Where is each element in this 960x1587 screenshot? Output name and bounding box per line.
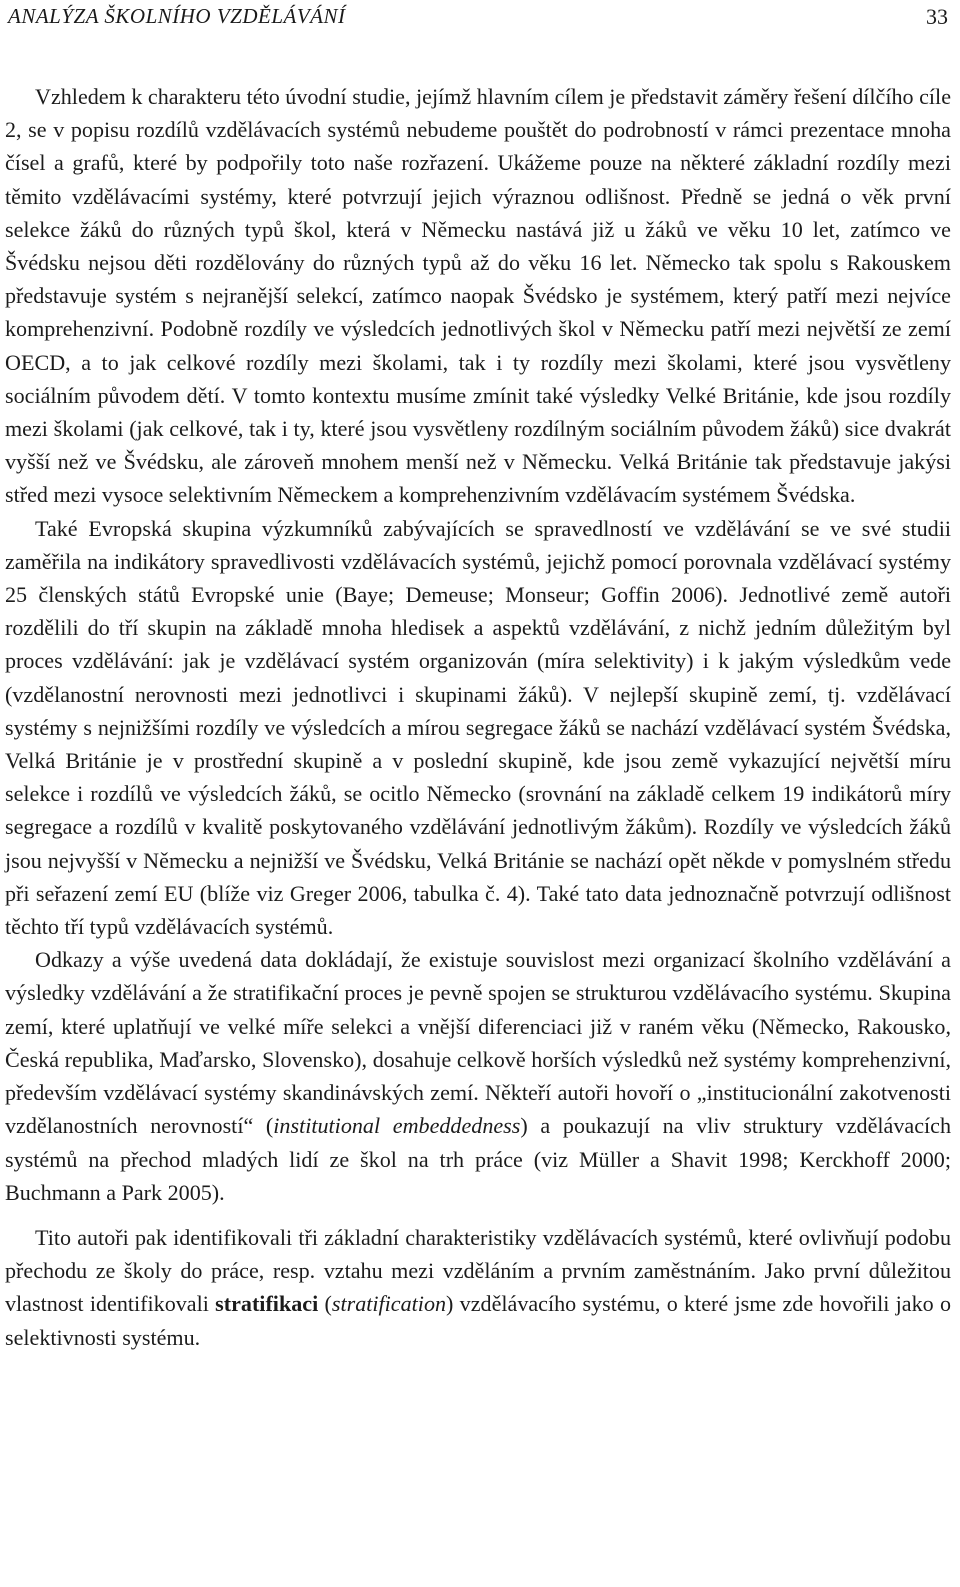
paragraph-4-text-b: (: [318, 1291, 332, 1317]
paragraph-4-text-c: ) vzdělávacího systému, o které jsme zde hovořili jako o selektivnosti systému.: [5, 1291, 951, 1350]
running-head: ANALÝZA ŠKOLNÍHO VZDĚLÁVÁNÍ: [8, 4, 346, 28]
paragraph-4: [5, 1221, 951, 1354]
paragraph-2: Také Evropská skupina výzkumníků zabývajících se spravedlností ve vzdělávání se ve své studii zaměřila na indikátory spravedlivosti vzdělávacích systémů, jejichž pomocí porovnala vzdělávací systémy 25 členských států Evropské unie (Baye; Demeuse; Monseur; Goffin 2006). Jednotlivé země autoři rozdělili do tří skupin na základě mnoha hledisek a aspektů vzdělávání, z nichž jedním důležitým byl proces vzdělávání: jak je vzdělávací systém organizován (míra selektivity) i k jakým výsledkům vede (vzdělanostní nerovnosti mezi jednotlivci i skupinami žáků). V nejlepší skupině zemí, tj. vzdělávací systémy s nejnižšími rozdíly ve výsledcích a mírou segregace žáků se nachází vzdělávací systém Švédska, Velká Británie je v prostřední skupině a v poslední skupině, kde jsou země vykazující největší míru selekce i rozdílů ve výsledcích žáků, se ocitlo Německo (srovnání na základě celkem 19 indikátorů míry segregace a rozdílů v kvalitě poskytovaného vzdělávání jednotlivým žákům). Rozdíly ve výsledcích žáků jsou nejvyšší v Německu a nejnižší ve Švédsku, Velká Británie se nachází opět někde v pomyslném středu při seřazení zemí EU (blíže viz Greger 2006, tabulka č. 4). Také tato data jednoznačně potvrzují odlišnost těchto tří typů vzdělávacích systémů.: [5, 515, 951, 940]
paragraph-3-italic-term: institutional embeddedness: [273, 1113, 521, 1139]
paragraph-3-text-a: Odkazy a výše uvedená data dokládají, že existuje souvislost mezi organizací školního vzdělávání a výsledky vzdělávání a že stratifikační proces je pevně spojen se strukturou vzdělávacího systému. Skupina zemí, které uplatňují ve velké míře selekci a vnější diferenciaci již v raném věku (Německo, Rakousko, Česká republika, Maďarsko, Slovensko), dosahuje celkově horších výsledků než systémy komprehenzivní, především vzdělávací systémy skandinávských zemí. Někteří autoři hovoří o „institucionální zakotvenosti vzdělanostních nerovností“ (: [5, 947, 951, 1139]
paragraph-3-text-b: ) a poukazují na vliv struktury vzdělávacích systémů na přechod mladých lidí ze škol na trh práce (viz Müller a Shavit 1998; Kerckhoff 2000; Buchmann a Park 2005).: [5, 1113, 951, 1205]
paragraph-4-bold-term: stratifikaci: [215, 1291, 319, 1317]
paragraph-3: [5, 943, 951, 1209]
paragraph-4-text-a: Tito autoři pak identifikovali tři základní charakteristiky vzdělávacích systémů, které ovlivňují podobu přechodu ze školy do práce, resp. vztahu mezi vzděláním a prvním zaměstnáním. Jako první důležitou vlastnost identifikovali: [5, 1224, 951, 1317]
page-number: 33: [926, 4, 948, 29]
paragraph-4-italic-term: stratification: [331, 1291, 447, 1317]
body-text: [5, 80, 951, 1354]
paragraph-1: Vzhledem k charakteru této úvodní studie, jejímž hlavním cílem je představit záměry řešení dílčího cíle 2, se v popisu rozdílů vzdělávacích systémů nebudeme pouštět do podrobností v rámci prezentace mnoha čísel a grafů, které by podpořily toto naše rozřazení. Ukážeme pouze na některé základní rozdíly mezi těmito vzdělávacími systémy, které potvrzují jejich výraznou odlišnost. Předně se jedná o věk první selekce žáků do různých typů škol, která v Německu nastává již u žáků ve věku 10 let, zatímco ve Švédsku nejsou děti rozdělovány do různých typů až do věku 16 let. Německo tak spolu s Rakouskem představuje systém s nejranější selekcí, zatímco naopak Švédsko je systémem, který patří mezi nejvíce komprehenzivní. Podobně rozdíly ve výsledcích jednotlivých škol v Německu patří mezi největší ze zemí OECD, a to jak celkové rozdíly mezi školami, tak i ty rozdíly mezi školami, které jsou vysvětleny sociálním původem dětí. V tomto kontextu musíme zmínit také výsledky Velké Británie, kde jsou rozdíly mezi školami (jak celkové, tak i ty, které jsou vysvětleny rozdílným sociálním původem žáků) sice dvakrát vyšší než ve Švédsku, ale zároveň mnohem menší než v Německu. Velká Británie tak představuje jakýsi střed mezi vysoce selektivním Německem a komprehenzivním vzdělávacím systémem Švédska.: [5, 84, 951, 508]
